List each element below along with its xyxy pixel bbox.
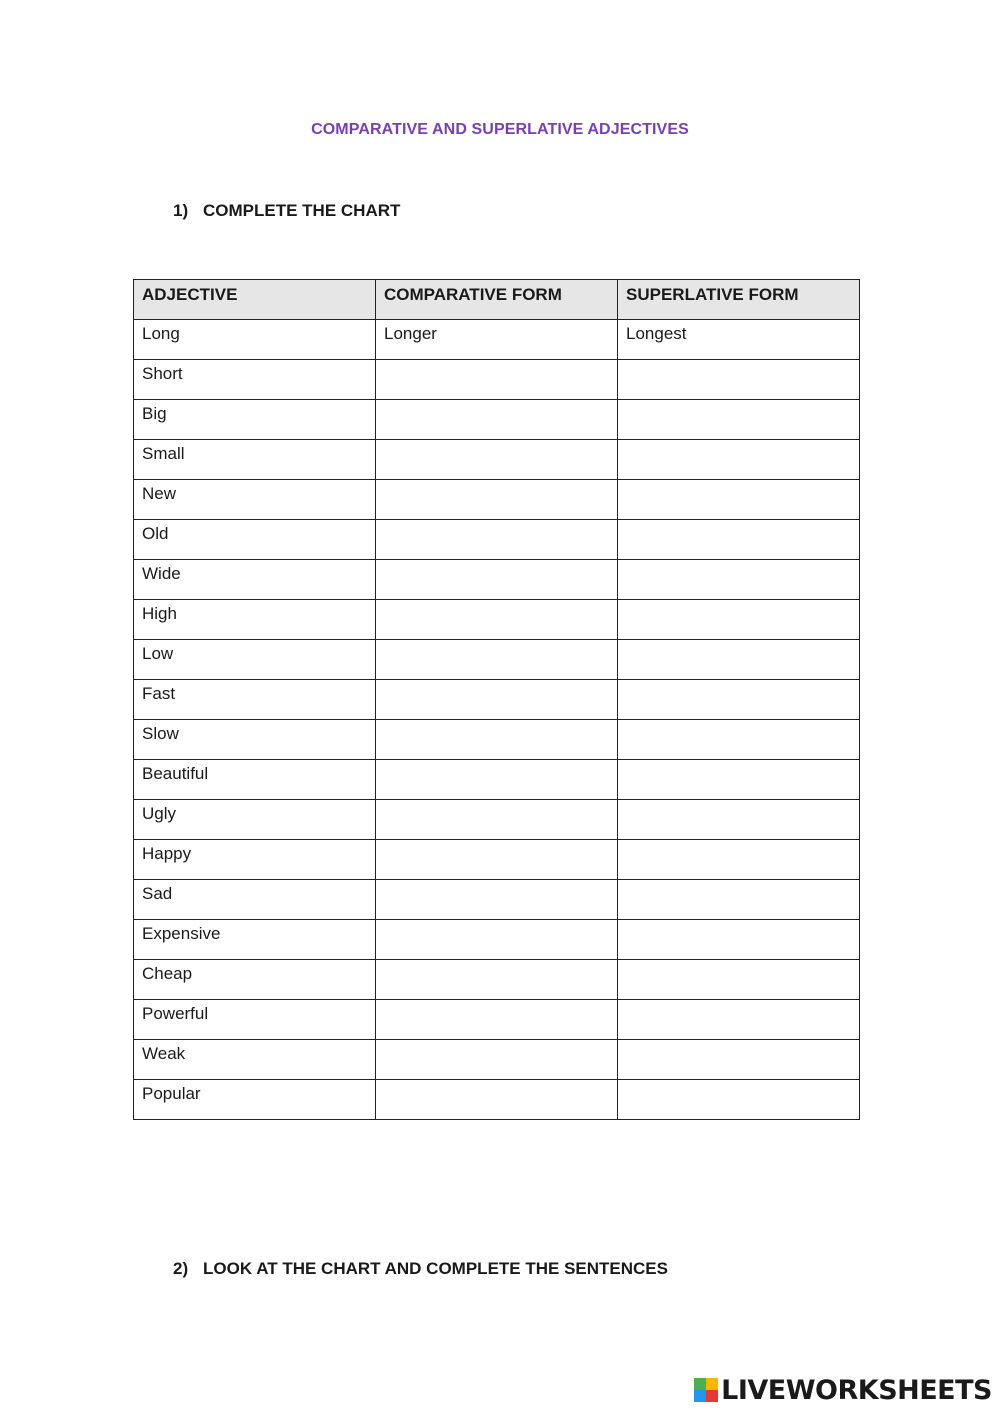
cell-comparative[interactable] bbox=[376, 1080, 618, 1120]
cell-comparative[interactable] bbox=[376, 640, 618, 680]
cell-adjective: Popular bbox=[134, 1080, 376, 1120]
cell-superlative[interactable] bbox=[618, 1080, 860, 1120]
cell-comparative[interactable] bbox=[376, 560, 618, 600]
logo-square-1 bbox=[694, 1378, 706, 1390]
page-title: COMPARATIVE AND SUPERLATIVE ADJECTIVES bbox=[311, 121, 689, 138]
cell-adjective: Old bbox=[134, 520, 376, 560]
section-1-heading bbox=[173, 201, 400, 221]
chart-body bbox=[134, 320, 860, 1120]
header-superlative: SUPERLATIVE FORM bbox=[618, 280, 860, 320]
cell-comparative[interactable] bbox=[376, 920, 618, 960]
cell-adjective: Sad bbox=[134, 880, 376, 920]
cell-superlative[interactable] bbox=[618, 400, 860, 440]
liveworksheets-watermark bbox=[694, 1373, 992, 1407]
cell-superlative[interactable] bbox=[618, 600, 860, 640]
cell-comparative[interactable] bbox=[376, 440, 618, 480]
cell-adjective: Weak bbox=[134, 1040, 376, 1080]
cell-adjective: Happy bbox=[134, 840, 376, 880]
cell-adjective: Short bbox=[134, 360, 376, 400]
cell-comparative[interactable] bbox=[376, 960, 618, 1000]
cell-comparative: Longer bbox=[376, 320, 618, 360]
cell-comparative[interactable] bbox=[376, 600, 618, 640]
cell-adjective: Small bbox=[134, 440, 376, 480]
cell-superlative[interactable] bbox=[618, 640, 860, 680]
cell-superlative[interactable] bbox=[618, 520, 860, 560]
cell-superlative[interactable] bbox=[618, 800, 860, 840]
cell-superlative: Longest bbox=[618, 320, 860, 360]
cell-adjective: Fast bbox=[134, 680, 376, 720]
section-2-number: 2) bbox=[173, 1259, 189, 1278]
cell-comparative[interactable] bbox=[376, 360, 618, 400]
table-row bbox=[134, 1000, 860, 1040]
watermark-text: LIVEWORKSHEETS bbox=[721, 1374, 992, 1406]
cell-adjective: Powerful bbox=[134, 1000, 376, 1040]
table-row bbox=[134, 520, 860, 560]
cell-superlative[interactable] bbox=[618, 1040, 860, 1080]
cell-superlative[interactable] bbox=[618, 960, 860, 1000]
cell-superlative[interactable] bbox=[618, 1000, 860, 1040]
cell-superlative[interactable] bbox=[618, 920, 860, 960]
table-row bbox=[134, 1080, 860, 1120]
cell-superlative[interactable] bbox=[618, 720, 860, 760]
cell-adjective: Big bbox=[134, 400, 376, 440]
cell-superlative[interactable] bbox=[618, 880, 860, 920]
cell-comparative[interactable] bbox=[376, 680, 618, 720]
cell-comparative[interactable] bbox=[376, 720, 618, 760]
cell-comparative[interactable] bbox=[376, 520, 618, 560]
table-row bbox=[134, 1040, 860, 1080]
table-row bbox=[134, 480, 860, 520]
logo-square-3 bbox=[694, 1390, 706, 1402]
table-row bbox=[134, 840, 860, 880]
cell-comparative[interactable] bbox=[376, 400, 618, 440]
table-row bbox=[134, 920, 860, 960]
table-row bbox=[134, 400, 860, 440]
section-2-text: LOOK AT THE CHART AND COMPLETE THE SENTENCES bbox=[203, 1259, 668, 1278]
cell-adjective: Expensive bbox=[134, 920, 376, 960]
logo-square-4 bbox=[706, 1390, 718, 1402]
cell-adjective: New bbox=[134, 480, 376, 520]
header-comparative: COMPARATIVE FORM bbox=[376, 280, 618, 320]
table-row bbox=[134, 800, 860, 840]
table-row bbox=[134, 680, 860, 720]
cell-adjective: Ugly bbox=[134, 800, 376, 840]
cell-superlative[interactable] bbox=[618, 760, 860, 800]
cell-superlative[interactable] bbox=[618, 360, 860, 400]
cell-superlative[interactable] bbox=[618, 560, 860, 600]
cell-adjective: Slow bbox=[134, 720, 376, 760]
cell-adjective: Wide bbox=[134, 560, 376, 600]
cell-adjective: Beautiful bbox=[134, 760, 376, 800]
table-row bbox=[134, 640, 860, 680]
section-1-number: 1) bbox=[173, 201, 189, 220]
section-1-text: COMPLETE THE CHART bbox=[203, 201, 401, 220]
cell-comparative[interactable] bbox=[376, 880, 618, 920]
chart-header-row bbox=[134, 280, 860, 320]
cell-comparative[interactable] bbox=[376, 840, 618, 880]
cell-superlative[interactable] bbox=[618, 440, 860, 480]
liveworksheets-logo-icon bbox=[694, 1378, 718, 1402]
table-row bbox=[134, 360, 860, 400]
logo-square-2 bbox=[706, 1378, 718, 1390]
cell-superlative[interactable] bbox=[618, 840, 860, 880]
table-row bbox=[134, 560, 860, 600]
cell-comparative[interactable] bbox=[376, 800, 618, 840]
cell-comparative[interactable] bbox=[376, 1040, 618, 1080]
table-row bbox=[134, 440, 860, 480]
table-row bbox=[134, 960, 860, 1000]
section-2-heading bbox=[173, 1259, 668, 1279]
cell-superlative[interactable] bbox=[618, 680, 860, 720]
cell-comparative[interactable] bbox=[376, 480, 618, 520]
cell-superlative[interactable] bbox=[618, 480, 860, 520]
table-row bbox=[134, 320, 860, 360]
cell-adjective: Cheap bbox=[134, 960, 376, 1000]
cell-adjective: High bbox=[134, 600, 376, 640]
cell-comparative[interactable] bbox=[376, 1000, 618, 1040]
adjectives-chart bbox=[133, 279, 860, 1120]
cell-adjective: Low bbox=[134, 640, 376, 680]
cell-adjective: Long bbox=[134, 320, 376, 360]
table-row bbox=[134, 760, 860, 800]
cell-comparative[interactable] bbox=[376, 760, 618, 800]
header-adjective: ADJECTIVE bbox=[134, 280, 376, 320]
table-row bbox=[134, 880, 860, 920]
table-row bbox=[134, 720, 860, 760]
table-row bbox=[134, 600, 860, 640]
